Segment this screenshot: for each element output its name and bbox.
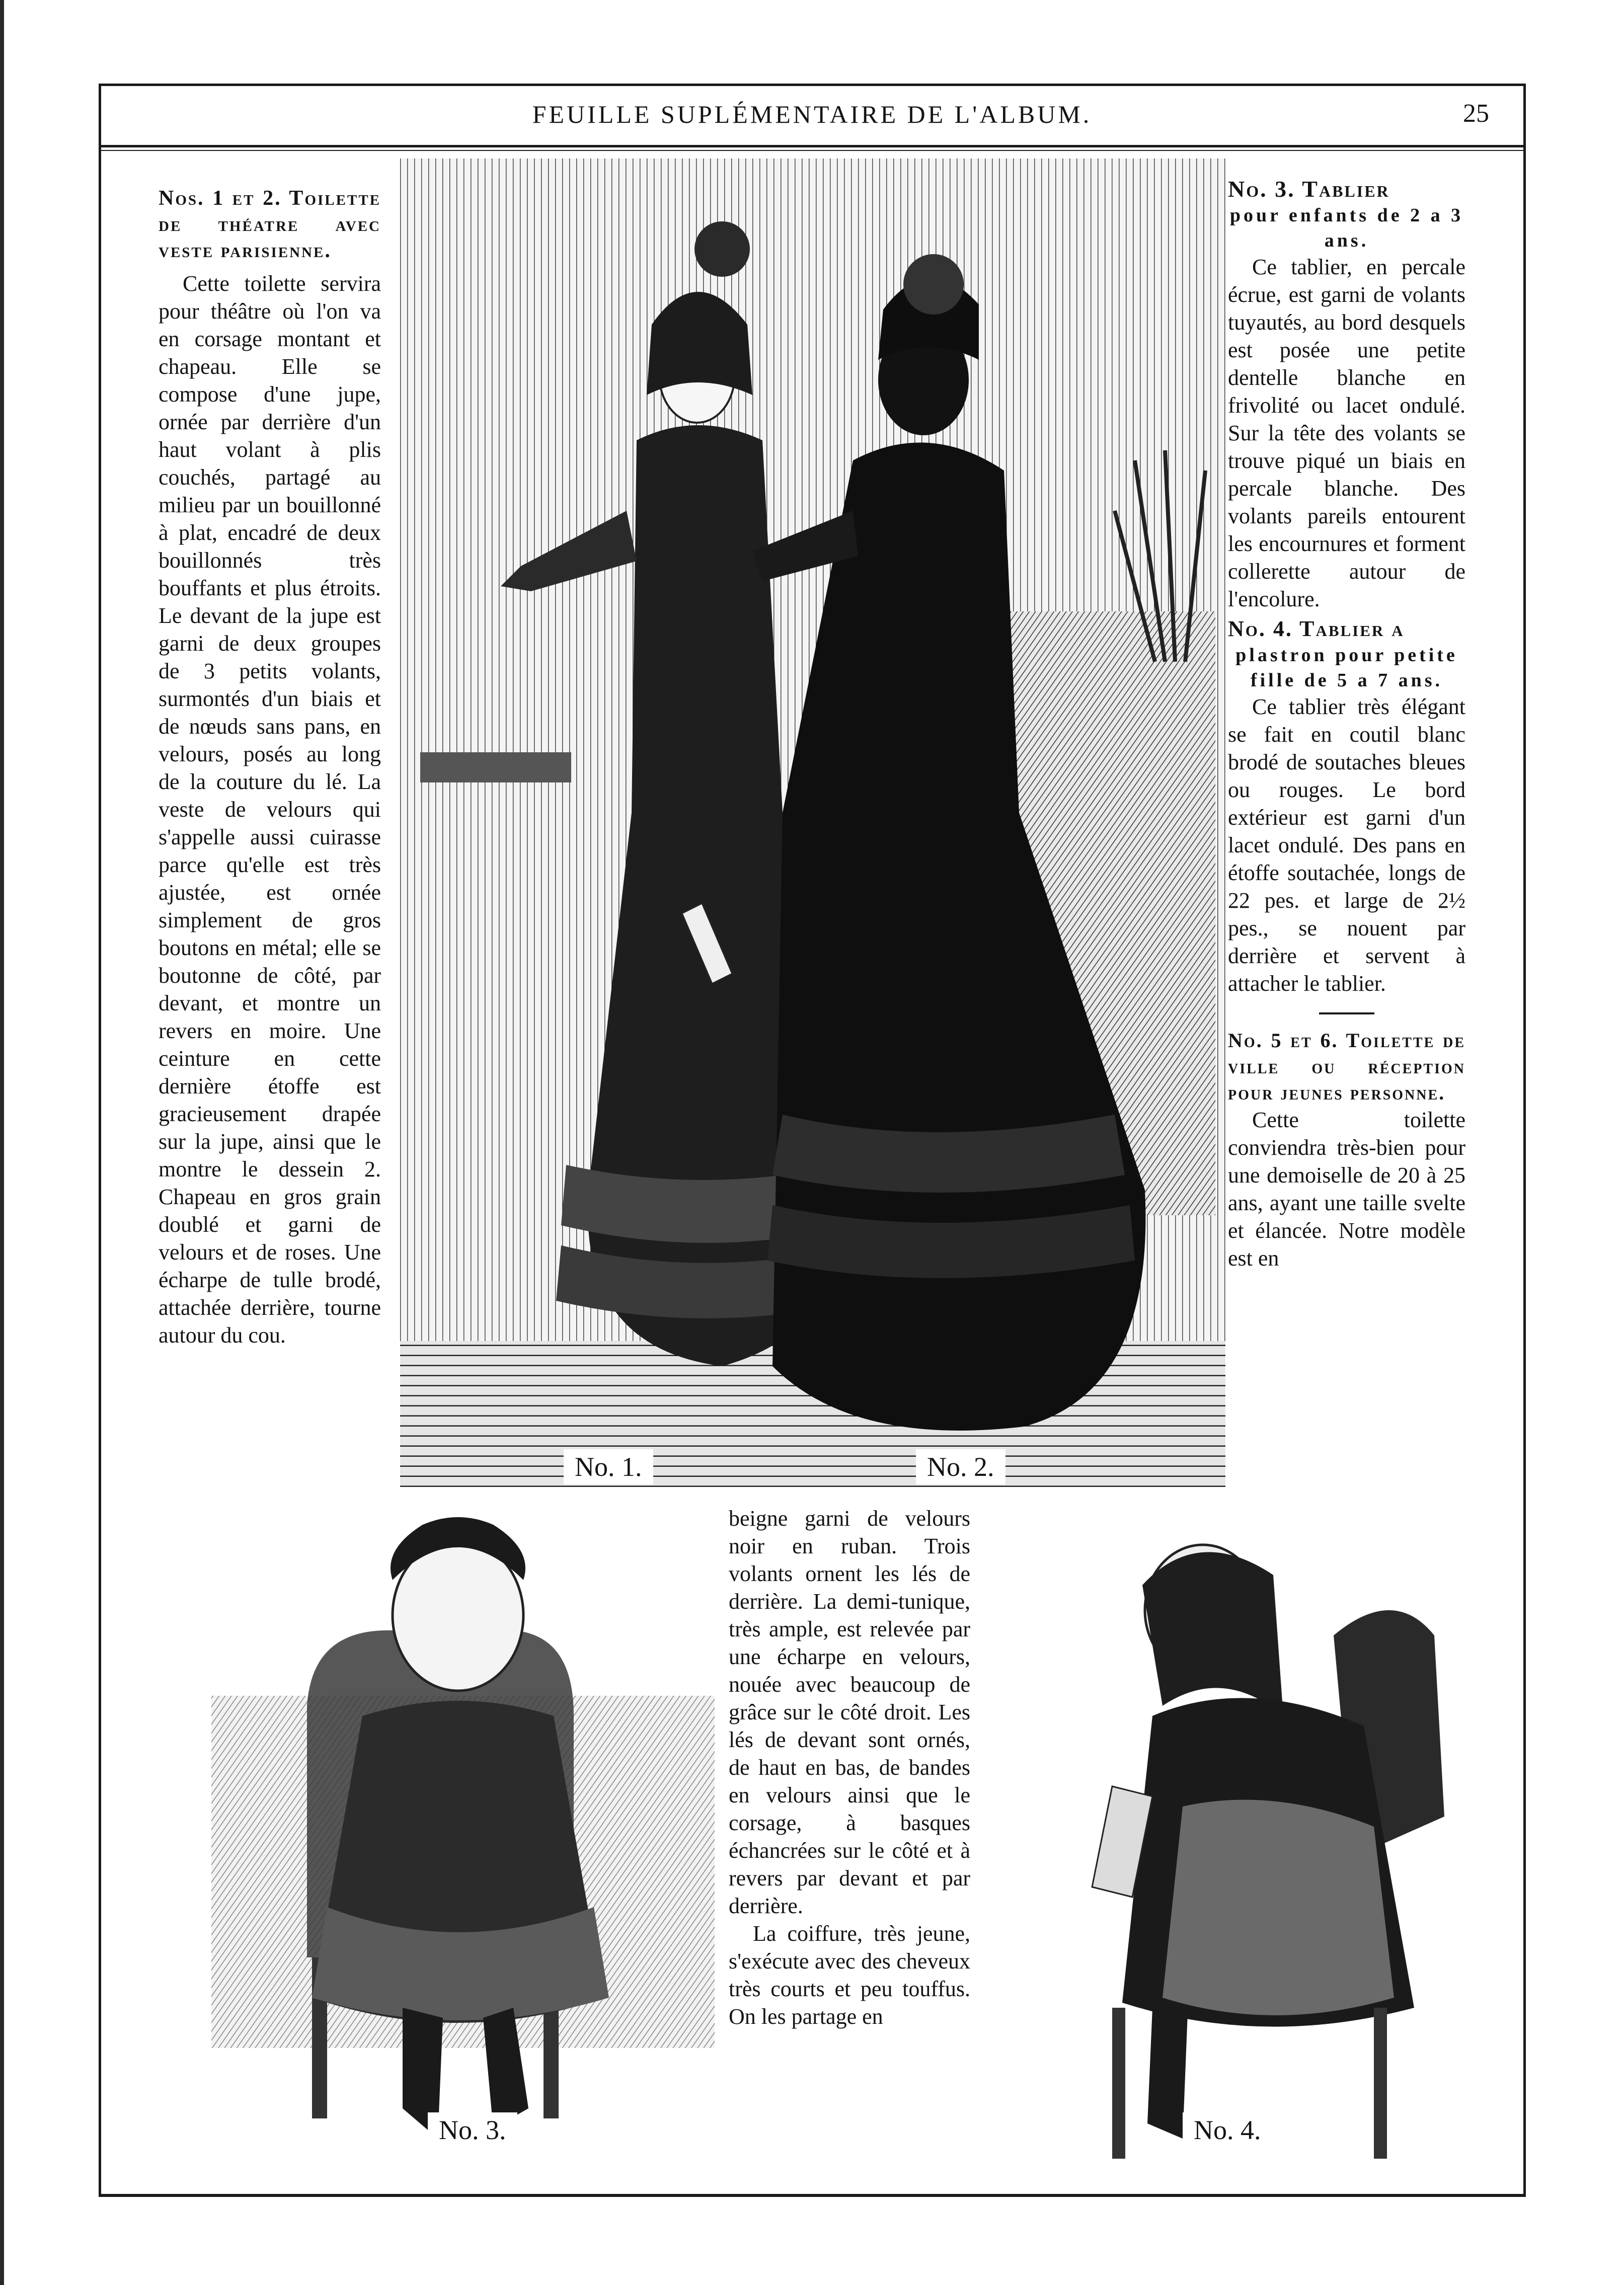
article-heading-5-6: No. 5 et 6. Toilette de ville ou réception pour jeunes personne.	[1228, 1029, 1465, 1104]
fashion-plate-figure-4	[1012, 1505, 1464, 2174]
fashion-plate-figure-3	[211, 1505, 715, 2169]
fashion-plate-engraving	[400, 159, 1225, 1487]
article-body-4: Ce tablier très élégant se fait en coutil blanc brodé de soutaches bleues ou rouges. Le bord extérieur est garni d'un lacet ondulé. Des pans en étoffe soutachée, longs de 22 pes. et large de 2½ pes., se nouent par derrière et servent à attacher le tablier.	[1228, 694, 1465, 996]
fashion-plate-figures-1-2	[400, 159, 1225, 1487]
center-body-p2: La coiffure, très jeune, s'exécute avec des cheveux très courts et peu touffus. On les partage en	[729, 1921, 970, 2029]
center-body-p1: beigne garni de velours noir en ruban. Trois volants ornent les lés de derrière. La demi-tunique, très ample, est relevée par une écharpe en velours, nouée avec beaucoup de grâce sur le côté droit. Les lés de devant sont ornés, de haut en bas, de bandes en velours ainsi que le corsage, à basques échancrées sur le côté et à revers par devant et par derrière.	[729, 1506, 970, 1918]
article-heading-1-2: Nos. 1 et 2. Toilette de théatre avec veste parisienne.	[159, 187, 381, 262]
article-body-3: Ce tablier, en percale écrue, est garni de volants tuyautés, au bord desquels est posée une petite dentelle blanche en frivolité ou lacet ondulé. Sur la tête des volants se trouve piqué un biais en percale blanche. Des volants pareils entourent les encournures et forment collerette autour de l'encolure.	[1228, 255, 1465, 611]
binding-edge	[0, 0, 4, 2285]
article-body-1-2: Cette toilette servira pour théâtre où l'on va en corsage montant et chapeau. Elle se compose d'une jupe, ornée par derrière d'un haut volant à plis couchés, partagé au milieu par un bouillonné à plat, encadré de deux bouillonnés très bouffants et plus étroits. Le devant de la jupe est garni de deux groupes de 3 petits volants, surmontés d'un biais et de nœuds sans pans, en velours, posés au long de la couture du lé. La veste de velours qui s'appelle aussi cuirasse parce qu'elle est très ajustée, est ornée simplement de gros boutons en métal; elle se boutonne de côté, par devant, et montre un revers en moire. Une ceinture en cette dernière étoffe est gracieusement drapée sur la jupe, ainsi que le montre le dessein 2. Chapeau en gros grain doublé et garni de velours et de roses. Une écharpe de tulle brodé, attachée derrière, tourne autour du cou.	[159, 271, 381, 1348]
page-frame-top	[99, 84, 1526, 86]
article-heading-3: No. 3. Tablier	[1228, 176, 1390, 202]
figure-label-4: No. 4.	[1183, 2112, 1272, 2148]
page-frame-bottom	[99, 2194, 1526, 2197]
right-column	[1228, 175, 1465, 1493]
article-subheading-3: pour enfants de 2 a 3 ans.	[1229, 205, 1464, 251]
center-column	[729, 1505, 970, 2113]
section-divider	[1319, 1012, 1374, 1014]
left-column	[159, 185, 381, 1524]
header-rule	[99, 145, 1526, 147]
page-frame-left	[99, 84, 101, 2196]
figure-label-1: No. 1.	[564, 1449, 653, 1484]
figure-3-engraving	[211, 1505, 715, 2169]
page-frame-right	[1523, 84, 1526, 2196]
article-subheading-4: plastron pour petite fille de 5 a 7 ans.	[1235, 645, 1458, 691]
article-heading-4: No. 4. Tablier a	[1228, 616, 1405, 641]
running-header: FEUILLE SUPLÉMENTAIRE DE L'ALBUM.	[532, 100, 1092, 128]
article-body-5-6: Cette toilette conviendra très-bien pour une demoiselle de 20 à 25 ans, ayant une taille svelte et élancée. Notre modèle est en	[1228, 1108, 1465, 1271]
figure-label-3: No. 3.	[428, 2112, 517, 2148]
figure-4-engraving	[1012, 1505, 1464, 2174]
figure-label-2: No. 2.	[916, 1449, 1006, 1484]
header-rule-thin	[99, 150, 1526, 151]
page-number: 25	[1463, 99, 1489, 128]
